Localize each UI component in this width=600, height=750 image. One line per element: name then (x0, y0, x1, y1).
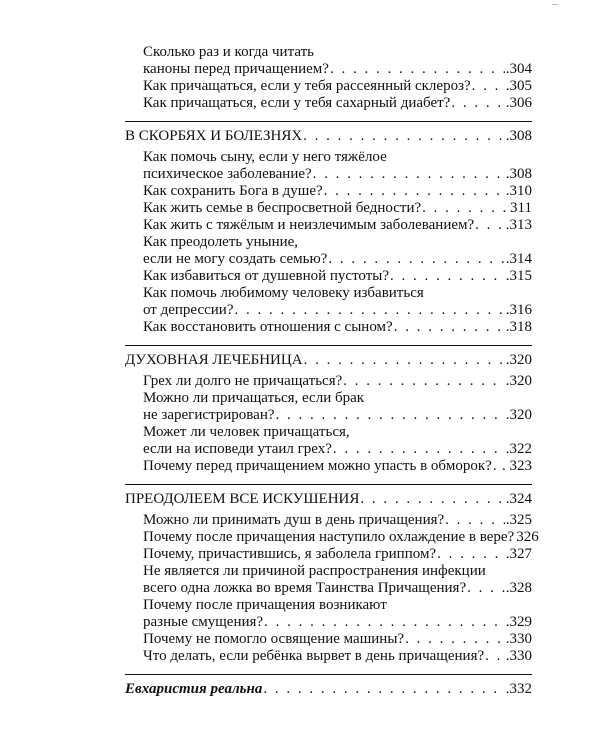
page-number: .304 (505, 61, 532, 77)
section-temptations (125, 484, 539, 665)
section-title: В СКОРБЯХ И БОЛЕЗНЯХ (125, 128, 303, 144)
toc-entry-text: Почему, причастившись, я заболела гриппом? (143, 546, 437, 562)
dot-leader (330, 61, 505, 78)
corner-mark (552, 0, 558, 5)
toc-entry-text: Грех ли долго не причащаться? (143, 373, 343, 389)
dot-leader (390, 268, 505, 285)
dot-leader (422, 200, 501, 217)
toc-entry-text: Не является ли причиной распространения инфекции (143, 563, 486, 579)
dot-leader (360, 491, 504, 508)
toc-entry-text: Как причащаться, если у тебя сахарный диабет? (143, 95, 451, 111)
toc-entry-text: если на исповеди утаил грех? (143, 441, 332, 457)
toc-entry-text: всего одна ложка во время Таинства Причащения? (143, 580, 467, 596)
page-number: .327 (505, 546, 532, 562)
toc-entry (143, 285, 532, 319)
dot-leader (263, 681, 504, 698)
toc-entry (143, 458, 532, 475)
section-items (125, 149, 532, 336)
section-heading (125, 352, 532, 369)
section-spiritual-hospital (125, 345, 532, 475)
toc-entry (143, 373, 532, 390)
toc-entry-text: Как жить семье в беспросветной бедности? (143, 200, 422, 216)
section-sorrows (125, 121, 532, 336)
dot-leader (445, 512, 505, 529)
dot-leader (475, 217, 505, 234)
toc-entry-text: Как сохранить Бога в душе? (143, 183, 323, 199)
toc-entry-text: Почему перед причащением можно упасть в обморок? (143, 458, 492, 474)
section-title: ДУХОВНАЯ ЛЕЧЕБНИЦА (125, 352, 303, 368)
toc-entry-text: каноны перед причащением? (143, 61, 329, 77)
page-number: .320 (505, 373, 532, 389)
toc-entry-text: Как причащаться, если у тебя рассеянный склероз? (143, 78, 471, 94)
section-heading (125, 128, 532, 145)
toc-entry (143, 234, 532, 268)
toc-entry (143, 390, 532, 424)
dot-leader (303, 128, 505, 145)
dot-leader (234, 302, 504, 319)
toc-entry-text: разные смущения? (143, 614, 264, 630)
page-number: .328 (505, 580, 532, 596)
page-number: .305 (505, 78, 532, 94)
section-items (125, 373, 532, 475)
toc-entry (143, 44, 532, 78)
dot-leader (472, 78, 505, 95)
dot-leader (493, 458, 501, 475)
page-number: .329 (505, 614, 532, 630)
page-number: .306 (505, 95, 532, 111)
page-number: .315 (505, 268, 532, 284)
toc-entry (143, 424, 532, 458)
toc-entry-text: если не могу создать семью? (143, 251, 328, 267)
toc-entry (143, 217, 532, 234)
toc-entry (143, 183, 532, 200)
page-number: .310 (505, 183, 532, 199)
page-number: .320 (505, 352, 532, 368)
toc-entry (143, 597, 532, 631)
page-number: .330 (505, 648, 532, 664)
toc-entry-row (143, 614, 532, 631)
toc-entry-text: Как помочь сыну, если у него тяжёлое (143, 149, 387, 165)
toc-entry-text: Почему после причащения наступило охлаждение в вере? (143, 529, 515, 545)
toc-entry (143, 546, 532, 563)
intro-entries (125, 44, 532, 112)
dot-leader (405, 631, 505, 648)
page-number: .320 (505, 407, 532, 423)
toc-entry (143, 149, 532, 183)
toc-entry-row (143, 441, 532, 458)
page-number: .313 (505, 217, 532, 233)
toc-entry-text: Как восстановить отношения с сыном? (143, 319, 393, 335)
toc-entry (143, 529, 539, 546)
dot-leader (467, 580, 505, 597)
toc-entry (143, 268, 532, 285)
page-number: .308 (505, 166, 532, 182)
toc-entry-text: Почему не помогло освящение машины? (143, 631, 405, 647)
dot-leader (343, 373, 504, 390)
page-number: .332 (505, 681, 532, 697)
page-number: 326 (516, 529, 539, 545)
toc-entry-row (143, 251, 532, 268)
toc-entry-row (143, 580, 532, 597)
page-number: .324 (505, 491, 532, 507)
dot-leader (264, 614, 505, 631)
section-title: ПРЕОДОЛЕЕМ ВСЕ ИСКУШЕНИЯ (125, 491, 360, 507)
toc-entry-row (143, 166, 532, 183)
toc-entry (143, 95, 532, 112)
page-number: .314 (505, 251, 532, 267)
toc-entry (143, 78, 532, 95)
toc-entry-row (143, 407, 532, 424)
toc-entry-text: Как преодолеть уныние, (143, 234, 299, 250)
toc-entry-text: Можно ли причащаться, если брак (143, 390, 365, 406)
toc-entry (143, 563, 532, 597)
page-number: .316 (505, 302, 532, 318)
dot-leader (394, 319, 505, 336)
dot-leader (328, 251, 504, 268)
page-number: .322 (505, 441, 532, 457)
dot-leader (276, 407, 505, 424)
toc-entry (143, 200, 532, 217)
toc-entry-row (143, 61, 532, 78)
toc-entry (143, 512, 532, 529)
final-title: Евхаристия реальна (125, 681, 263, 697)
toc-entry-text: от депрессии? (143, 302, 234, 318)
toc-entry-text: Как избавиться от душевной пустоты? (143, 268, 390, 284)
toc-entry (143, 319, 532, 336)
toc-entry-text: психическое заболевание? (143, 166, 312, 182)
toc-entry-text: Можно ли принимать душ в день причащения? (143, 512, 445, 528)
toc-entry-text: Сколько раз и когда читать (143, 44, 314, 60)
dot-leader (313, 166, 505, 183)
toc-entry-text: Что делать, если ребёнка вырвет в день причащения? (143, 648, 485, 664)
page-number: .325 (505, 512, 532, 528)
toc-entry-text: Почему после причащения возникают (143, 597, 387, 613)
toc-entry-row (143, 302, 532, 319)
page-number: .330 (505, 631, 532, 647)
table-of-contents (125, 44, 539, 698)
toc-entry-text: Как жить с тяжёлым и неизлечимым заболеванием? (143, 217, 475, 233)
page-number: .318 (505, 319, 532, 335)
dot-leader (333, 441, 505, 458)
toc-entry-text: не зарегистрирован? (143, 407, 275, 423)
dot-leader (485, 648, 505, 665)
page-number: . 323 (502, 458, 532, 474)
dot-leader (324, 183, 505, 200)
dot-leader (437, 546, 505, 563)
final-entry (125, 674, 532, 698)
section-items (125, 512, 539, 665)
dot-leader (451, 95, 504, 112)
toc-entry-text: Может ли человек причащаться, (143, 424, 350, 440)
toc-entry-text: Как помочь любимому человеку избавиться (143, 285, 424, 301)
section-heading (125, 491, 532, 508)
page-number: . 311 (502, 200, 532, 216)
page-number: .308 (505, 128, 532, 144)
toc-entry (143, 631, 532, 648)
toc-entry (143, 648, 532, 665)
dot-leader (304, 352, 505, 369)
